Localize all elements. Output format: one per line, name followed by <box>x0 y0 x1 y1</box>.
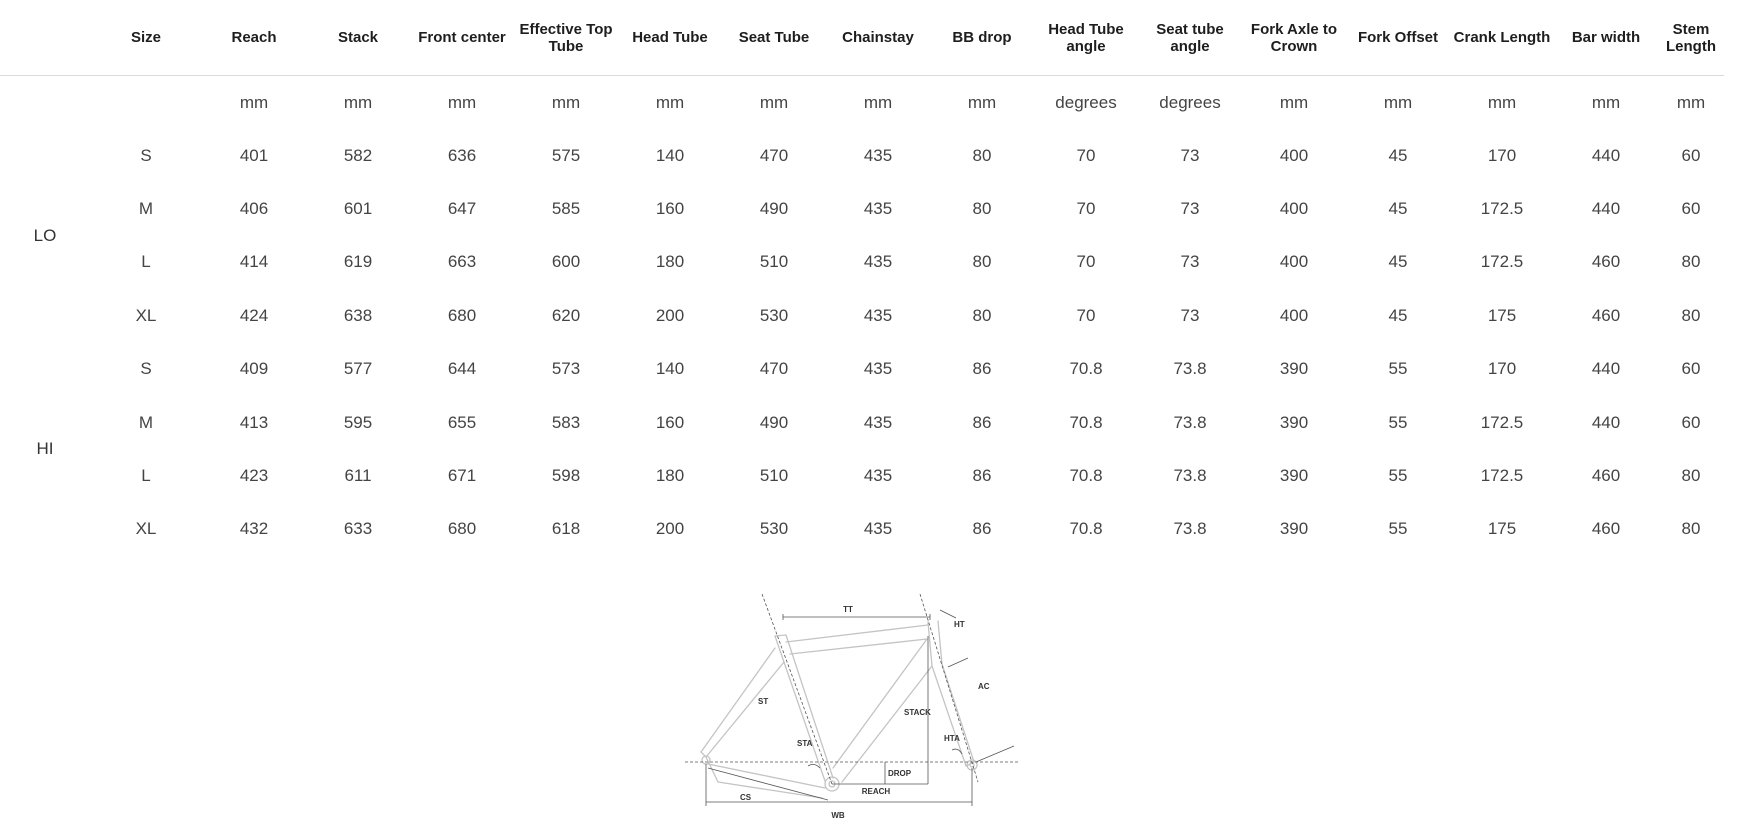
size-cell: L <box>141 466 151 486</box>
value-cell: 45 <box>1388 252 1408 272</box>
value-cell: 70.8 <box>1069 412 1103 432</box>
value-cell: 390 <box>1279 412 1309 432</box>
value-cell: 73 <box>1180 305 1200 325</box>
size-cell: S <box>140 359 152 379</box>
value-cell: 680 <box>447 519 477 539</box>
value-cell: 73 <box>1180 145 1200 165</box>
column-header-fork-offset: Fork Offset <box>1346 0 1450 76</box>
value-cell: 510 <box>759 252 789 272</box>
unit-cell <box>90 76 202 130</box>
table-body <box>0 76 1724 557</box>
value-cell: 490 <box>759 412 789 432</box>
value-cell: 435 <box>863 305 893 325</box>
value-cell: 440 <box>1591 359 1621 379</box>
value-cell: 170 <box>1487 359 1517 379</box>
diagram-label-tt: TT <box>843 605 853 614</box>
diagram-label-wb: WB <box>831 811 845 820</box>
value-cell: 140 <box>655 359 685 379</box>
value-cell: 73 <box>1180 252 1200 272</box>
value-cell: 647 <box>447 199 477 219</box>
column-header-effective-top-tube: Effective Top Tube <box>514 0 618 76</box>
value-cell: 70.8 <box>1069 359 1103 379</box>
value-cell: 172.5 <box>1480 199 1524 219</box>
diagram-label-cs: CS <box>740 793 752 802</box>
value-cell: 413 <box>239 412 269 432</box>
units-row <box>0 76 1724 130</box>
table-row <box>0 503 1724 556</box>
value-cell: 582 <box>343 145 373 165</box>
unit-cell: mm <box>1487 92 1517 112</box>
dimension-lines <box>685 594 1020 806</box>
value-cell: 172.5 <box>1480 252 1524 272</box>
column-header-bb-drop: BB drop <box>930 0 1034 76</box>
value-cell: 633 <box>343 519 373 539</box>
value-cell: 460 <box>1591 519 1621 539</box>
diagram-label-st: ST <box>758 697 769 706</box>
value-cell: 595 <box>343 412 373 432</box>
value-cell: 400 <box>1279 199 1309 219</box>
value-cell: 80 <box>1681 252 1701 272</box>
column-header-stack: Stack <box>306 0 410 76</box>
value-cell: 80 <box>972 145 992 165</box>
value-cell: 55 <box>1388 359 1408 379</box>
unit-cell: mm <box>655 92 685 112</box>
diagram-label-reach: REACH <box>861 787 891 796</box>
group-label-lo: LO <box>33 225 57 245</box>
unit-cell: mm <box>239 92 269 112</box>
column-header-bar-width: Bar width <box>1554 0 1658 76</box>
value-cell: 400 <box>1279 252 1309 272</box>
value-cell: 440 <box>1591 199 1621 219</box>
table-row <box>0 343 1724 396</box>
group-label-hi: HI <box>36 439 54 459</box>
value-cell: 460 <box>1591 252 1621 272</box>
unit-cell: mm <box>1279 92 1309 112</box>
diagram-label-drop: DROP <box>888 769 912 778</box>
value-cell: 55 <box>1388 519 1408 539</box>
diagram-label-hta: HTA <box>944 734 960 743</box>
value-cell: 644 <box>447 359 477 379</box>
frame-outline <box>701 621 977 798</box>
size-cell: XL <box>135 519 157 539</box>
value-cell: 406 <box>239 199 269 219</box>
value-cell: 620 <box>551 305 581 325</box>
value-cell: 55 <box>1388 466 1408 486</box>
value-cell: 140 <box>655 145 685 165</box>
column-header-fork-axle-to-crown: Fork Axle to Crown <box>1242 0 1346 76</box>
unit-cell: mm <box>447 92 477 112</box>
value-cell: 401 <box>239 145 269 165</box>
value-cell: 424 <box>239 305 269 325</box>
size-cell: M <box>138 199 154 219</box>
value-cell: 510 <box>759 466 789 486</box>
value-cell: 80 <box>1681 519 1701 539</box>
column-header-crank-length: Crank Length <box>1450 0 1554 76</box>
value-cell: 60 <box>1681 359 1701 379</box>
value-cell: 175 <box>1487 305 1517 325</box>
unit-cell: degrees <box>1159 92 1221 112</box>
value-cell: 55 <box>1388 412 1408 432</box>
value-cell: 400 <box>1279 305 1309 325</box>
value-cell: 45 <box>1388 199 1408 219</box>
value-cell: 435 <box>863 199 893 219</box>
value-cell: 80 <box>972 199 992 219</box>
value-cell: 86 <box>972 519 992 539</box>
table-row <box>0 396 1724 449</box>
value-cell: 435 <box>863 145 893 165</box>
value-cell: 86 <box>972 359 992 379</box>
value-cell: 73.8 <box>1173 519 1207 539</box>
value-cell: 435 <box>863 359 893 379</box>
unit-cell: mm <box>863 92 893 112</box>
unit-cell: mm <box>1676 92 1706 112</box>
value-cell: 70 <box>1076 199 1096 219</box>
unit-cell: mm <box>1591 92 1621 112</box>
value-cell: 80 <box>1681 305 1701 325</box>
bike-geometry-diagram <box>680 592 1032 824</box>
value-cell: 80 <box>972 305 992 325</box>
size-cell: S <box>140 145 152 165</box>
value-cell: 160 <box>655 412 685 432</box>
unit-cell <box>0 76 90 130</box>
value-cell: 575 <box>551 145 581 165</box>
diagram-label-stack: STACK <box>904 708 931 717</box>
column-header-head-tube-angle: Head Tube angle <box>1034 0 1138 76</box>
value-cell: 172.5 <box>1480 412 1524 432</box>
table-header <box>0 0 1724 76</box>
value-cell: 600 <box>551 252 581 272</box>
size-cell: L <box>141 252 151 272</box>
unit-cell: mm <box>1383 92 1413 112</box>
value-cell: 680 <box>447 305 477 325</box>
value-cell: 70 <box>1076 145 1096 165</box>
value-cell: 45 <box>1388 145 1408 165</box>
diagram-label-sta: STA <box>797 739 813 748</box>
unit-cell: mm <box>759 92 789 112</box>
value-cell: 490 <box>759 199 789 219</box>
column-header-front-center: Front center <box>410 0 514 76</box>
value-cell: 460 <box>1591 305 1621 325</box>
value-cell: 45 <box>1388 305 1408 325</box>
value-cell: 435 <box>863 466 893 486</box>
table-row <box>0 289 1724 342</box>
diagram-label-ac: AC <box>978 682 990 691</box>
value-cell: 160 <box>655 199 685 219</box>
unit-cell: mm <box>343 92 373 112</box>
value-cell: 663 <box>447 252 477 272</box>
value-cell: 470 <box>759 359 789 379</box>
value-cell: 435 <box>863 519 893 539</box>
value-cell: 423 <box>239 466 269 486</box>
value-cell: 60 <box>1681 412 1701 432</box>
value-cell: 70.8 <box>1069 519 1103 539</box>
value-cell: 618 <box>551 519 581 539</box>
column-header-size: Size <box>90 0 202 76</box>
value-cell: 73.8 <box>1173 359 1207 379</box>
value-cell: 70.8 <box>1069 466 1103 486</box>
value-cell: 70 <box>1076 305 1096 325</box>
value-cell: 435 <box>863 252 893 272</box>
value-cell: 400 <box>1279 145 1309 165</box>
value-cell: 598 <box>551 466 581 486</box>
value-cell: 86 <box>972 466 992 486</box>
value-cell: 409 <box>239 359 269 379</box>
value-cell: 80 <box>1681 466 1701 486</box>
value-cell: 655 <box>447 412 477 432</box>
value-cell: 585 <box>551 199 581 219</box>
column-header-head-tube: Head Tube <box>618 0 722 76</box>
value-cell: 73 <box>1180 199 1200 219</box>
value-cell: 432 <box>239 519 269 539</box>
value-cell: 530 <box>759 519 789 539</box>
value-cell: 170 <box>1487 145 1517 165</box>
diagram-labels <box>740 605 990 820</box>
value-cell: 80 <box>972 252 992 272</box>
value-cell: 638 <box>343 305 373 325</box>
column-header-seat-tube-angle: Seat tube angle <box>1138 0 1242 76</box>
table-row <box>0 129 1724 182</box>
unit-cell: mm <box>967 92 997 112</box>
value-cell: 583 <box>551 412 581 432</box>
size-cell: M <box>138 412 154 432</box>
value-cell: 440 <box>1591 145 1621 165</box>
value-cell: 440 <box>1591 412 1621 432</box>
value-cell: 573 <box>551 359 581 379</box>
table-row <box>0 182 1724 235</box>
unit-cell: mm <box>551 92 581 112</box>
value-cell: 180 <box>655 252 685 272</box>
column-header-chainstay: Chainstay <box>826 0 930 76</box>
value-cell: 460 <box>1591 466 1621 486</box>
column-header-stem-length: Stem Length <box>1658 0 1724 76</box>
value-cell: 390 <box>1279 519 1309 539</box>
value-cell: 73.8 <box>1173 412 1207 432</box>
value-cell: 577 <box>343 359 373 379</box>
value-cell: 60 <box>1681 199 1701 219</box>
table-row <box>0 449 1724 502</box>
value-cell: 636 <box>447 145 477 165</box>
column-header-seat-tube: Seat Tube <box>722 0 826 76</box>
value-cell: 175 <box>1487 519 1517 539</box>
table-row <box>0 236 1724 289</box>
value-cell: 70 <box>1076 252 1096 272</box>
value-cell: 390 <box>1279 359 1309 379</box>
column-header-group <box>0 0 90 76</box>
column-header-reach: Reach <box>202 0 306 76</box>
value-cell: 86 <box>972 412 992 432</box>
value-cell: 619 <box>343 252 373 272</box>
value-cell: 180 <box>655 466 685 486</box>
value-cell: 172.5 <box>1480 466 1524 486</box>
unit-cell: degrees <box>1055 92 1117 112</box>
value-cell: 73.8 <box>1173 466 1207 486</box>
value-cell: 200 <box>655 305 685 325</box>
header-row <box>0 0 1724 76</box>
value-cell: 414 <box>239 252 269 272</box>
value-cell: 390 <box>1279 466 1309 486</box>
value-cell: 60 <box>1681 145 1701 165</box>
value-cell: 200 <box>655 519 685 539</box>
diagram-label-ht: HT <box>954 620 965 629</box>
value-cell: 470 <box>759 145 789 165</box>
size-cell: XL <box>135 305 157 325</box>
value-cell: 530 <box>759 305 789 325</box>
value-cell: 435 <box>863 412 893 432</box>
value-cell: 611 <box>344 466 372 486</box>
value-cell: 601 <box>343 199 373 219</box>
value-cell: 671 <box>447 466 477 486</box>
